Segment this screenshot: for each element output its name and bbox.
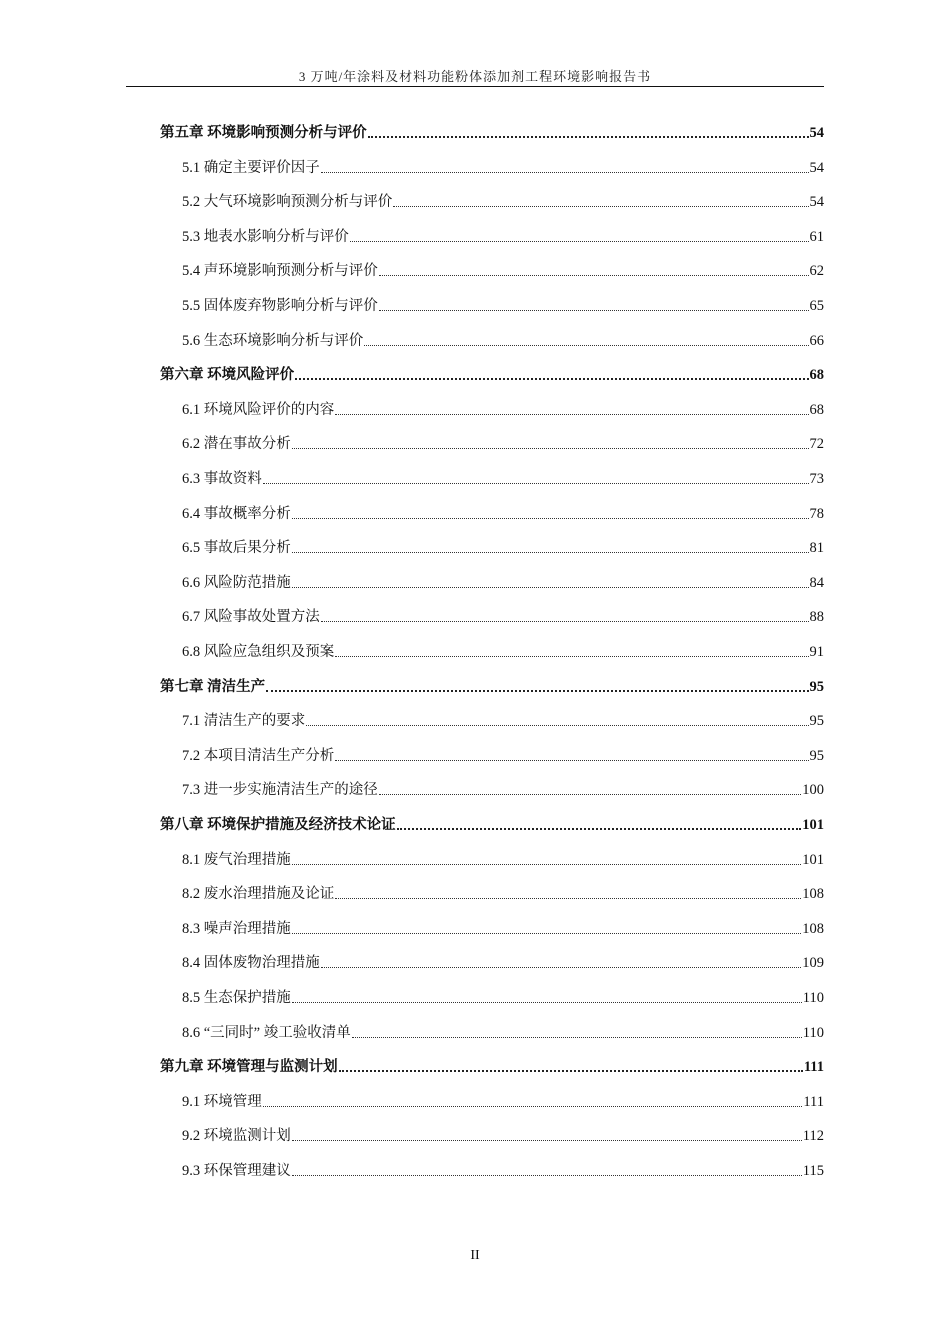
dot-leader [292,864,802,865]
toc-chapter-entry[interactable] [160,675,824,699]
toc-section-entry[interactable] [182,294,824,318]
toc-section-entry[interactable] [182,986,824,1010]
toc-entry-page: 65 [809,298,824,314]
toc-entry-page: 68 [809,401,824,418]
toc-entry-page: 110 [802,1024,824,1041]
toc-entry-page: 108 [802,886,824,903]
toc-section-entry[interactable] [182,709,824,733]
toc-entry-page: 68 [809,367,824,384]
dot-leader [292,1002,802,1003]
dot-leader [352,1037,802,1038]
toc-entry-page: 81 [809,540,824,557]
toc-chapter-entry[interactable] [160,813,824,837]
toc-entry-title: 6.1 环境风险评价的内容 [182,401,335,418]
toc-entry-title: 8.5 生态保护措施 [182,990,291,1006]
dot-leader [292,1140,802,1141]
toc-section-entry[interactable] [182,329,824,353]
dot-leader [364,345,808,346]
toc-entry-page: 73 [809,471,824,487]
toc-section-entry[interactable] [182,951,824,975]
toc-section-entry[interactable] [182,398,824,422]
dot-leader [263,483,809,484]
dot-leader [335,760,808,761]
toc-entry-page: 95 [809,713,824,730]
toc-entry-page: 111 [803,1059,824,1076]
dot-leader [292,1175,802,1176]
toc-chapter-entry[interactable] [160,121,824,145]
toc-section-entry[interactable] [182,778,824,802]
dot-leader [393,206,808,207]
toc-entry-page: 100 [802,782,824,799]
toc-entry-title: 7.3 进一步实施清洁生产的途径 [182,782,378,799]
toc-entry-page: 101 [802,851,824,868]
toc-entry-page: 101 [802,817,824,833]
toc-entry-title: 6.5 事故后果分析 [182,540,291,557]
toc-entry-title: 第五章 环境影响预测分析与评价 [160,125,367,141]
toc-entry-page: 110 [802,990,824,1006]
toc-entry-title: 6.8 风险应急组织及预案 [182,644,335,660]
toc-entry-page: 108 [802,920,824,937]
toc-entry-title: 8.1 废气治理措施 [182,851,291,868]
toc-entry-title: 6.6 风险防范措施 [182,574,291,591]
toc-section-entry[interactable] [182,1090,824,1114]
toc-section-entry[interactable] [182,502,824,526]
dot-leader [335,656,808,657]
toc-entry-title: 6.3 事故资料 [182,471,262,487]
toc-entry-page: 112 [802,1128,824,1145]
toc-section-entry[interactable] [182,605,824,629]
toc-entry-page: 78 [809,505,824,522]
toc-section-entry[interactable] [182,156,824,180]
toc-entry-title: 第九章 环境管理与监测计划 [160,1059,338,1076]
toc-section-entry[interactable] [182,917,824,941]
toc-section-entry[interactable] [182,571,824,595]
toc-entry-page: 54 [809,194,824,211]
toc-entry-title: 6.2 潜在事故分析 [182,436,291,453]
toc-entry-page: 66 [809,332,824,349]
dot-leader [339,1070,803,1072]
toc-entry-page: 115 [802,1163,824,1179]
dot-leader [335,898,801,899]
toc-entry-title: 6.4 事故概率分析 [182,505,291,522]
toc-entry-title: 8.2 废水治理措施及论证 [182,886,335,903]
toc-entry-title: 6.7 风险事故处置方法 [182,609,320,626]
dot-leader [292,518,809,519]
dot-leader [379,794,802,795]
toc-entry-title: 5.3 地表水影响分析与评价 [182,228,349,245]
toc-entry-page: 91 [809,644,824,660]
dot-leader [379,310,809,311]
toc-section-entry[interactable] [182,1159,824,1183]
toc-section-entry[interactable] [182,536,824,560]
toc-entry-page: 62 [809,263,824,280]
toc-entry-page: 54 [809,159,824,176]
toc-entry-title: 第七章 清洁生产 [160,678,266,695]
toc-entry-title: 8.4 固体废物治理措施 [182,955,320,972]
header-rule [126,86,824,87]
toc-entry-title: 8.6 “三同时” 竣工验收清单 [182,1024,351,1041]
toc-section-entry[interactable] [182,190,824,214]
toc-section-entry[interactable] [182,882,824,906]
toc-section-entry[interactable] [182,259,824,283]
dot-leader [321,621,809,622]
toc-entry-page: 61 [809,228,824,245]
toc-section-entry[interactable] [182,432,824,456]
toc-entry-title: 9.2 环境监测计划 [182,1128,291,1145]
dot-leader [335,414,808,415]
toc-entry-page: 88 [809,609,824,626]
dot-leader [368,136,809,138]
toc-entry-title: 9.1 环境管理 [182,1093,262,1110]
dot-leader [292,933,802,934]
toc-entry-title: 5.6 生态环境影响分析与评价 [182,332,364,349]
toc-chapter-entry[interactable] [160,363,824,387]
dot-leader [379,275,809,276]
toc-section-entry[interactable] [182,848,824,872]
toc-entry-title: 7.1 清洁生产的要求 [182,713,306,730]
toc-entry-title: 5.1 确定主要评价因子 [182,159,320,176]
dot-leader [292,552,809,553]
dot-leader [397,828,802,830]
toc-entry-page: 111 [803,1093,824,1110]
page-number: II [470,1248,480,1263]
toc-section-entry[interactable] [182,225,824,249]
toc-entry-title: 7.2 本项目清洁生产分析 [182,747,335,764]
dot-leader [292,587,809,588]
dot-leader [263,1106,803,1107]
toc-entry-title: 5.5 固体废弃物影响分析与评价 [182,298,378,314]
toc-entry-page: 95 [809,678,824,695]
toc-entry-page: 54 [809,125,824,141]
dot-leader [295,378,808,380]
dot-leader [292,448,809,449]
toc-section-entry[interactable] [182,744,824,768]
toc-chapter-entry[interactable] [160,1055,824,1079]
toc-entry-title: 5.4 声环境影响预测分析与评价 [182,263,378,280]
toc-entry-page: 84 [809,574,824,591]
dot-leader [321,967,802,968]
dot-leader [321,172,809,173]
toc-entry-page: 72 [809,436,824,453]
toc-section-entry[interactable] [182,467,824,491]
dot-leader [266,690,808,692]
toc-entry-page: 109 [802,955,824,972]
toc-entry-title: 第六章 环境风险评价 [160,367,295,384]
toc-section-entry[interactable] [182,640,824,664]
toc-section-entry[interactable] [182,1021,824,1045]
dot-leader [306,725,808,726]
toc-entry-title: 8.3 噪声治理措施 [182,920,291,937]
toc-entry-title: 第八章 环境保护措施及经济技术论证 [160,817,396,833]
dot-leader [350,241,809,242]
toc-entry-page: 95 [809,747,824,764]
running-header: 3 万吨/年涂料及材料功能粉体添加剂工程环境影响报告书 [298,69,652,84]
toc-entry-title: 9.3 环保管理建议 [182,1163,291,1179]
toc-entry-title: 5.2 大气环境影响预测分析与评价 [182,194,393,211]
toc-section-entry[interactable] [182,1124,824,1148]
